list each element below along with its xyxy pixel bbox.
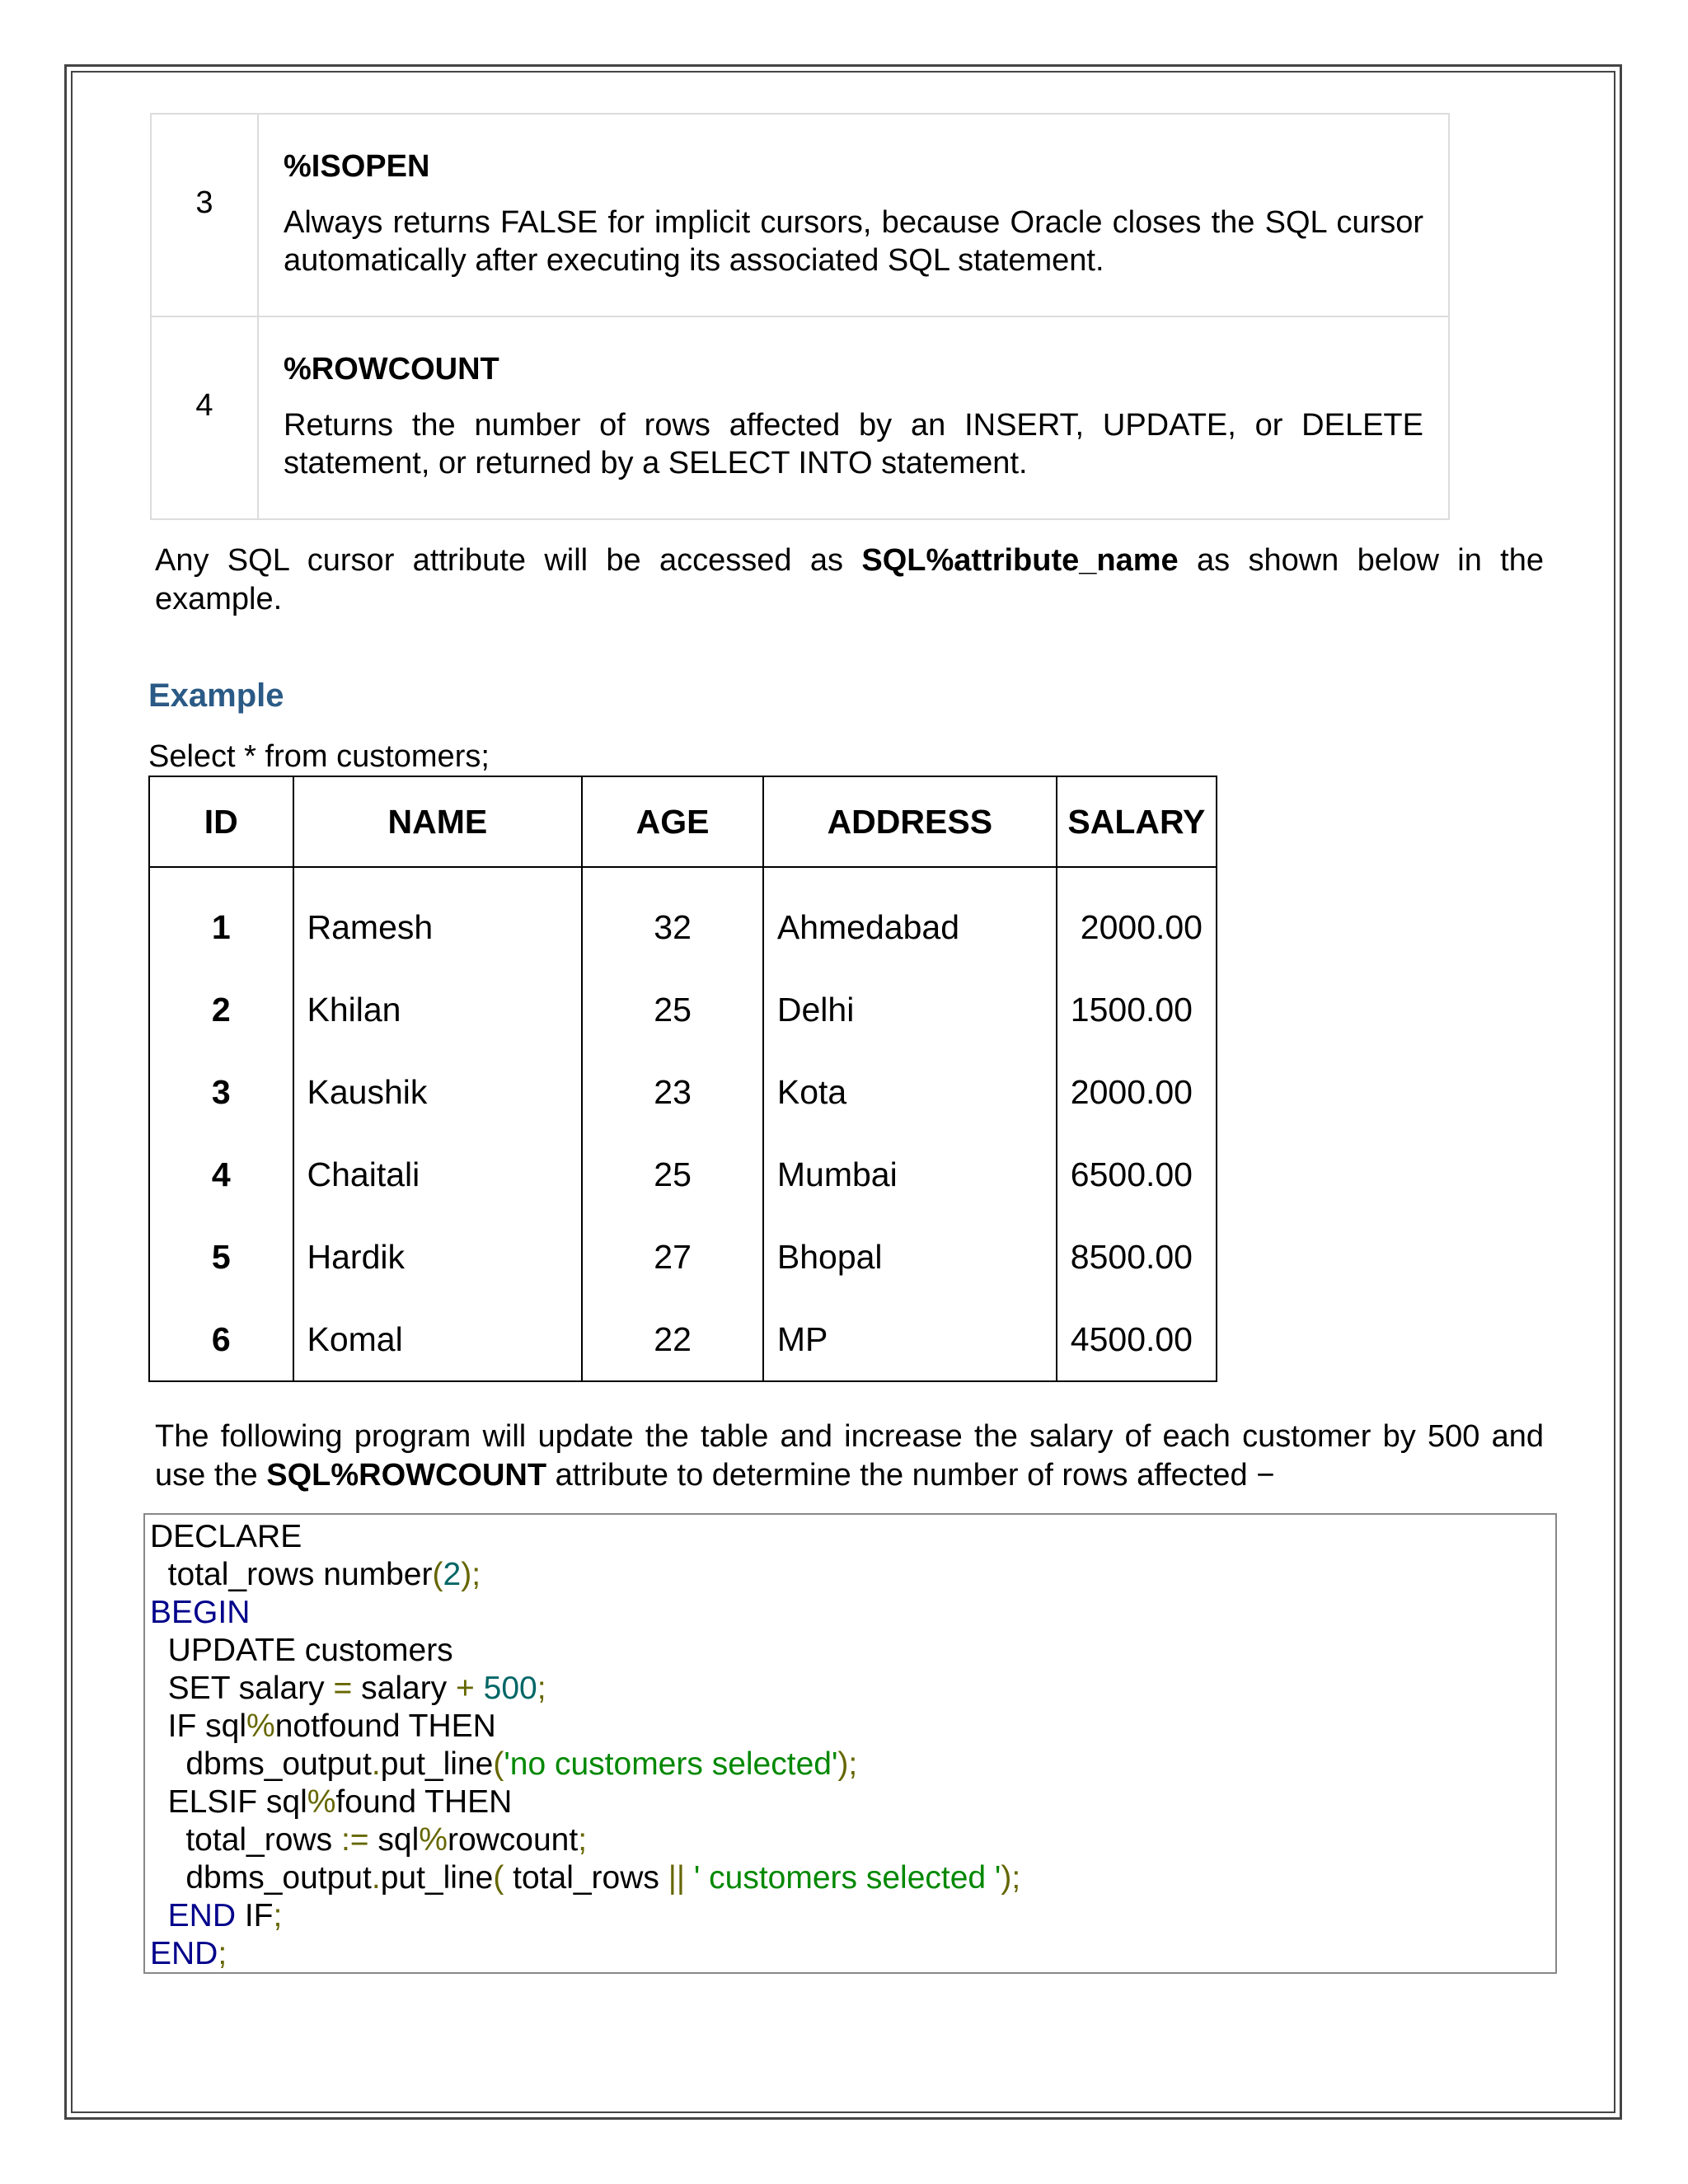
attribute-number: 3 xyxy=(151,114,258,316)
code-token: total_rows number xyxy=(150,1557,433,1592)
cell-age: 25 xyxy=(582,1133,763,1216)
code-token: = xyxy=(333,1671,353,1706)
code-token: dbms_output xyxy=(150,1746,372,1782)
cell-name: Ramesh xyxy=(293,867,583,968)
cell-id: 5 xyxy=(211,1237,231,1276)
cell-age: 23 xyxy=(582,1051,763,1133)
customers-table xyxy=(148,776,1217,1382)
attribute-description: Always returns FALSE for implicit cursors, because Oracle closes the SQL cursor automatically after executing its associated SQL statement. xyxy=(284,205,1423,278)
cell-salary: 4500.00 xyxy=(1057,1298,1217,1381)
code-token: ELSIF sql xyxy=(150,1784,307,1820)
code-token: 2 xyxy=(443,1557,462,1592)
cell-address: Delhi xyxy=(763,968,1057,1051)
cell-name: Kaushik xyxy=(293,1051,583,1133)
cell-id: 2 xyxy=(211,990,231,1029)
column-header-age: AGE xyxy=(582,776,763,867)
code-token: ( xyxy=(432,1557,443,1592)
cell-name: Hardik xyxy=(293,1216,583,1298)
code-token: ); xyxy=(1001,1860,1021,1896)
code-token: ); xyxy=(461,1557,481,1592)
code-token: UPDATE customers xyxy=(150,1633,453,1668)
table-row xyxy=(149,1051,1217,1133)
code-token: dbms_output xyxy=(150,1860,372,1896)
code-token: put_line xyxy=(380,1860,494,1896)
code-token: END xyxy=(150,1936,218,1971)
code-token: . xyxy=(371,1860,381,1896)
attribute-description: Returns the number of rows affected by an INSERT, UPDATE, or DELETE statement, or returned by a SELECT INTO statement. xyxy=(284,408,1423,480)
code-token: + xyxy=(456,1671,475,1706)
code-line xyxy=(150,1821,1555,1859)
code-token: := xyxy=(340,1822,369,1858)
cell-age: 32 xyxy=(582,867,763,968)
intro-text: Any SQL cursor attribute will be accessed as xyxy=(155,543,862,578)
code-line xyxy=(150,1556,1555,1594)
code-block xyxy=(143,1513,1557,1974)
cell-name: Komal xyxy=(293,1298,583,1381)
code-token: salary xyxy=(352,1671,457,1706)
cell-salary: 6500.00 xyxy=(1057,1133,1217,1216)
cell-address: Mumbai xyxy=(763,1133,1057,1216)
code-token: % xyxy=(307,1784,336,1820)
code-token: IF xyxy=(236,1898,274,1933)
cell-id: 1 xyxy=(211,907,231,946)
cell-name: Khilan xyxy=(293,968,583,1051)
cell-id: 3 xyxy=(211,1072,231,1111)
code-line xyxy=(150,1746,1555,1783)
code-token: found THEN xyxy=(335,1784,513,1820)
cell-salary: 2000.00 xyxy=(1057,1051,1217,1133)
code-token: BEGIN xyxy=(150,1595,251,1630)
code-token: % xyxy=(419,1822,448,1858)
cell-address: Kota xyxy=(763,1051,1057,1133)
cell-address: Bhopal xyxy=(763,1216,1057,1298)
intro-paragraph xyxy=(155,541,1544,619)
code-token: total_rows xyxy=(504,1860,668,1896)
code-line xyxy=(150,1897,1555,1935)
code-token xyxy=(475,1671,484,1706)
code-token: ; xyxy=(537,1671,546,1706)
program-intro-paragraph xyxy=(155,1418,1544,1495)
table-row xyxy=(151,316,1449,519)
code-token: % xyxy=(246,1708,275,1744)
code-token: ( xyxy=(493,1860,504,1896)
cell-address: MP xyxy=(763,1298,1057,1381)
table-row xyxy=(151,114,1449,316)
intro-bold-text: SQL%attribute_name xyxy=(861,543,1179,578)
code-token: END xyxy=(150,1898,237,1933)
attribute-cell xyxy=(258,114,1449,316)
attribute-cell xyxy=(258,316,1449,519)
code-token: notfound THEN xyxy=(274,1708,496,1744)
cell-age: 25 xyxy=(582,968,763,1051)
table-row xyxy=(149,1298,1217,1381)
code-line xyxy=(150,1518,1555,1556)
code-line xyxy=(150,1670,1555,1708)
attribute-number: 4 xyxy=(151,316,258,519)
column-header-salary: SALARY xyxy=(1057,776,1217,867)
code-token: ; xyxy=(273,1898,283,1933)
cell-salary: 2000.00 xyxy=(1057,867,1217,968)
code-token: sql xyxy=(368,1822,420,1858)
table-row xyxy=(149,867,1217,968)
example-heading: Example xyxy=(148,677,284,714)
cursor-attributes-table xyxy=(150,113,1450,520)
code-token: SET salary xyxy=(150,1671,334,1706)
cell-name: Chaitali xyxy=(293,1133,583,1216)
code-token: DECLARE xyxy=(150,1519,302,1554)
code-token: 500 xyxy=(483,1671,537,1706)
code-token: ; xyxy=(218,1936,227,1971)
code-token: ; xyxy=(578,1822,588,1858)
table-header-row xyxy=(149,776,1217,867)
code-line xyxy=(150,1783,1555,1821)
select-statement: Select * from customers; xyxy=(148,739,490,774)
code-line xyxy=(150,1594,1555,1632)
code-token: put_line xyxy=(380,1746,494,1782)
code-line xyxy=(150,1935,1555,1973)
column-header-name: NAME xyxy=(293,776,583,867)
column-header-id: ID xyxy=(149,776,293,867)
program-intro-text-end: attribute to determine the number of rows affected − xyxy=(546,1458,1275,1493)
column-header-address: ADDRESS xyxy=(763,776,1057,867)
code-token xyxy=(685,1860,694,1896)
code-token: rowcount xyxy=(447,1822,579,1858)
table-row xyxy=(149,1216,1217,1298)
code-line xyxy=(150,1632,1555,1670)
table-row xyxy=(149,968,1217,1051)
cell-address: Ahmedabad xyxy=(763,867,1057,968)
cell-salary: 1500.00 xyxy=(1057,968,1217,1051)
cell-age: 22 xyxy=(582,1298,763,1381)
code-token: ' customers selected ' xyxy=(693,1860,1001,1896)
cell-id: 6 xyxy=(211,1319,231,1358)
program-intro-text: The following program will update the table and increase the salary of each customer by 500 and use the xyxy=(155,1419,1544,1493)
code-token: ( xyxy=(493,1746,504,1782)
cell-id: 4 xyxy=(211,1155,231,1193)
intro-text-end: as shown below in the example. xyxy=(155,543,1545,616)
table-row xyxy=(149,1133,1217,1216)
code-token: 'no customers selected' xyxy=(504,1746,838,1782)
cell-salary: 8500.00 xyxy=(1057,1216,1217,1298)
code-line xyxy=(150,1708,1555,1746)
code-token: total_rows xyxy=(150,1822,341,1858)
cell-age: 27 xyxy=(582,1216,763,1298)
code-line xyxy=(150,1859,1555,1897)
attribute-name: %ISOPEN xyxy=(284,149,430,184)
code-token: IF sql xyxy=(150,1708,247,1744)
attribute-name: %ROWCOUNT xyxy=(284,352,499,387)
code-token: . xyxy=(371,1746,381,1782)
program-intro-bold-text: SQL%ROWCOUNT xyxy=(266,1458,547,1493)
code-token: ); xyxy=(837,1746,858,1782)
code-token: || xyxy=(668,1860,685,1896)
